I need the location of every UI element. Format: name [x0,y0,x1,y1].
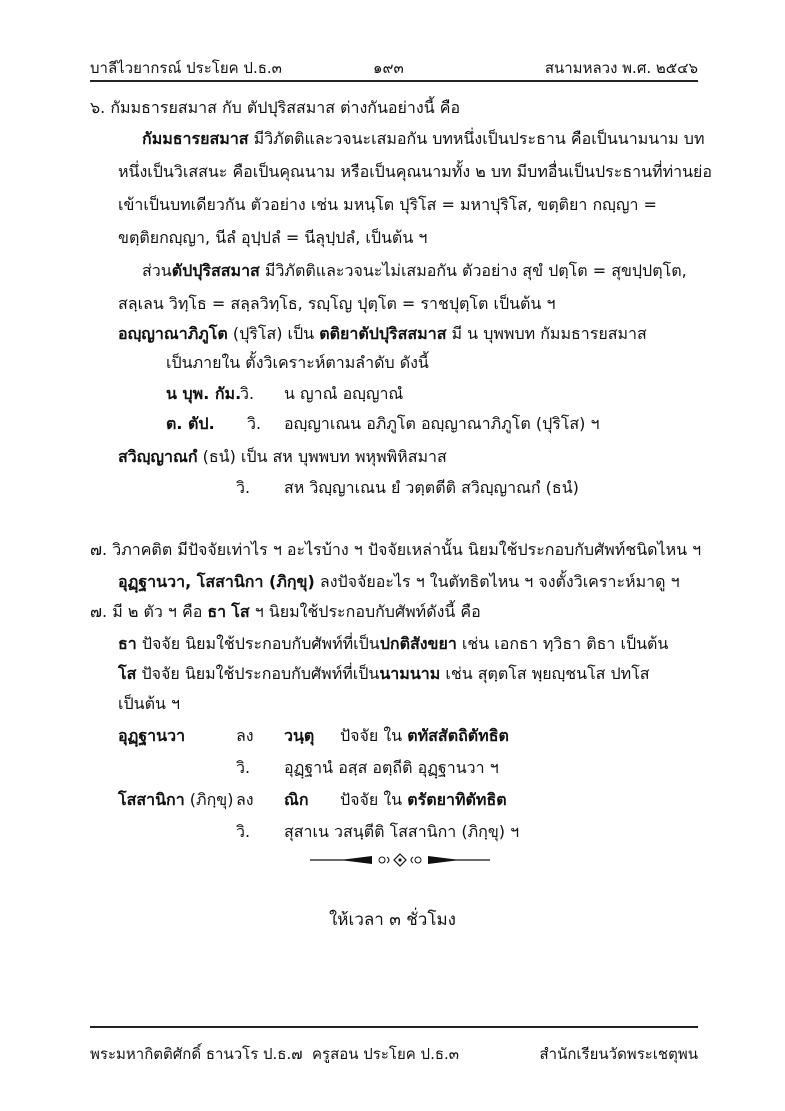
text: มีวิภัตติและวจนะไม่เสมอกัน ตัวอย่าง สุขํ ปตฺโต = สุขปฺปตฺโต, [259,261,687,280]
term-tappurisa: ตัปปุริสสมาส [171,261,260,280]
text: มี น บุพพบท กัมมธารยสมาส [446,324,647,343]
term: นามนาม [379,664,441,683]
q6-example1-line2: เป็นภายใน ตั้งวิเคราะห์ตามลำดับ ดังนี้ [166,353,429,372]
term: อญฺญาณาภิภูโต [118,324,228,343]
suffix: วนฺตุ [284,726,315,745]
suffix: โส [118,664,137,683]
text: ปัจจัย ใน [340,726,403,745]
ornament-divider [310,853,490,867]
term: อุฏฺฐานวา [118,726,186,745]
word2-long: ลง [236,790,254,809]
text: (ปุริโส) เป็น [227,324,320,343]
q7-heading: ๗. วิภาคติต มีปัจจัยเท่าไร ฯ อะไรบ้าง ฯ ปัจจัยเหล่านั้น นิยมใช้ประกอบกับศัพท์ชนิดไหน ฯ [90,540,702,559]
word2-suffix [284,790,309,810]
label: ต. ตัป. [166,414,215,433]
term-kammadharaya: กัมมธารยสมาส [142,129,249,148]
suffix: ณิก [284,790,309,809]
term: ตติยาตัปปุริสสมาส [319,324,447,343]
suffix: โส [231,602,250,621]
word2-taddhita [340,790,507,810]
term: ตทัสสัตถิตัทธิต [407,726,509,745]
footer-left: พระมหากิตติศักดิ์ ธานวโร ป.ธ.๗ [90,1045,303,1063]
text: เช่น เอกธา ทฺวิธา ติธา เป็นต้น [456,634,669,653]
text: ลงปัจจัยอะไร ฯ ในตัทธิตไหน ฯ จงตั้งวิเคราะห์มาดู ฯ [314,572,680,591]
word1-term [118,726,185,746]
text: เช่น สุตฺตโส พฺยญฺชนโส ปทโส [440,664,650,683]
page-number: ๑๙๓ [373,59,404,77]
q6-p1-line4: ขตฺติยกญฺญา, นีลํ อุปฺปลํ = นีลุปฺปลํ, เป็นต้น ฯ [118,228,428,247]
vi-label: วิ. [236,478,251,497]
footer-right: สำนักเรียนวัดพระเชตุพน [539,1045,698,1063]
vi-label: วิ. [247,414,262,433]
text: (ภิกฺขุ) [184,790,234,809]
text: ปัจจัย นิยมใช้ประกอบกับศัพท์ที่เป็น [136,634,380,653]
suffix: ธา [207,602,227,621]
q6-p2-line1 [142,261,687,281]
q7-answer-etc: เป็นต้น ฯ [118,694,180,713]
word2-term [118,790,233,810]
term: อุฏฺฐานวา, โสสานิกา (ภิกฺขุ) [118,572,315,591]
text: ฯ นิยมใช้ประกอบกับศัพท์ดังนี้ คือ [249,602,481,621]
q6-p1-line3: เข้าเป็นบทเดียวกัน ตัวอย่าง เช่น มหนฺโต ปุริโส = มหาปุริโส, ขตฺติยา กญฺญา = [118,195,657,214]
q6-heading: ๖. กัมมธารยสมาส กับ ตัปปุริสสมาส ต่างกันอย่างนี้ คือ [90,98,461,117]
vi-label: วิ. [240,384,255,403]
term: ปกติสังขยา [379,634,457,653]
time-allowed: ให้เวลา ๓ ชั่วโมง [329,910,456,930]
page-footer [90,1026,698,1068]
analysis-text: สห วิญฺญาเณน ยํ วตฺตตีติ สวิญฺญาณกํ (ธนํ) [284,478,579,497]
analysis-text: น ญาณํ อญฺญาณํ [284,384,404,403]
term: ตรัตยาทิตัทธิต [407,790,507,809]
word1-suffix [284,726,314,746]
vi-label: วิ. [236,822,251,841]
analysis-row-2 [166,414,215,434]
word2-analysis: สุสาเน วสนฺตีติ โสสานิกา (ภิกฺขุ) ฯ [284,822,520,841]
q6-example2 [118,447,447,467]
text: มีวิภัตติและวจนะเสมอกัน บทหนึ่งเป็นประธาน คือเป็นนามนาม บท [248,129,705,148]
header-left: บาลีไวยากรณ์ ประโยค ป.ธ.๓ [90,59,282,77]
word1-taddhita [340,726,509,746]
word1-long: ลง [236,726,254,745]
text: ๗. มี ๒ ตัว ฯ คือ [90,602,208,621]
analysis-row-1 [166,384,241,404]
suffix: ธา [118,634,137,653]
q6-example1 [118,324,647,344]
analysis-text: อญฺญาเณน อภิภูโต อญฺญาณาภิภูโต (ปุริโส) ฯ [284,414,600,433]
q6-p1-line2: หนึ่งเป็นวิเสสนะ คือเป็นคุณนาม หรือเป็นคุณนามทั้ง ๒ บท มีบทอื่นเป็นประธานที่ท่านย่อ [118,162,713,181]
q7-answer-line1 [90,602,481,622]
header-right: สนามหลวง พ.ศ. ๒๕๔๖ [544,59,698,77]
term: สวิญฺญาณกํ [118,447,198,466]
text: ส่วน [142,261,172,280]
vi-label: วิ. [236,758,251,777]
word1-analysis: อุฏฺฐานํ อสฺส อตฺถีติ อุฏฺฐานวา ฯ [284,758,499,777]
q7-line2 [118,572,680,592]
q7-answer-tha [118,634,668,654]
page-header [90,56,698,82]
text: ปัจจัย นิยมใช้ประกอบกับศัพท์ที่เป็น [136,664,380,683]
text: ปัจจัย ใน [340,790,403,809]
term: โสสานิกา [118,790,185,809]
q6-p2-line2: สลฺเลน วิทฺโธ = สลฺลวิทฺโธ, รญฺโญ ปุตฺโต = ราชปุตฺโต เป็นต้น ฯ [118,294,556,313]
text: (ธนํ) เป็น สห บุพพบท พหุพพิหิสมาส [197,447,447,466]
footer-center: ครูสอน ประโยค ป.ธ.๓ [312,1045,460,1063]
label: น บุพ. กัม. [166,384,242,403]
q7-answer-so [118,664,650,684]
q6-p1-line1 [142,129,705,149]
